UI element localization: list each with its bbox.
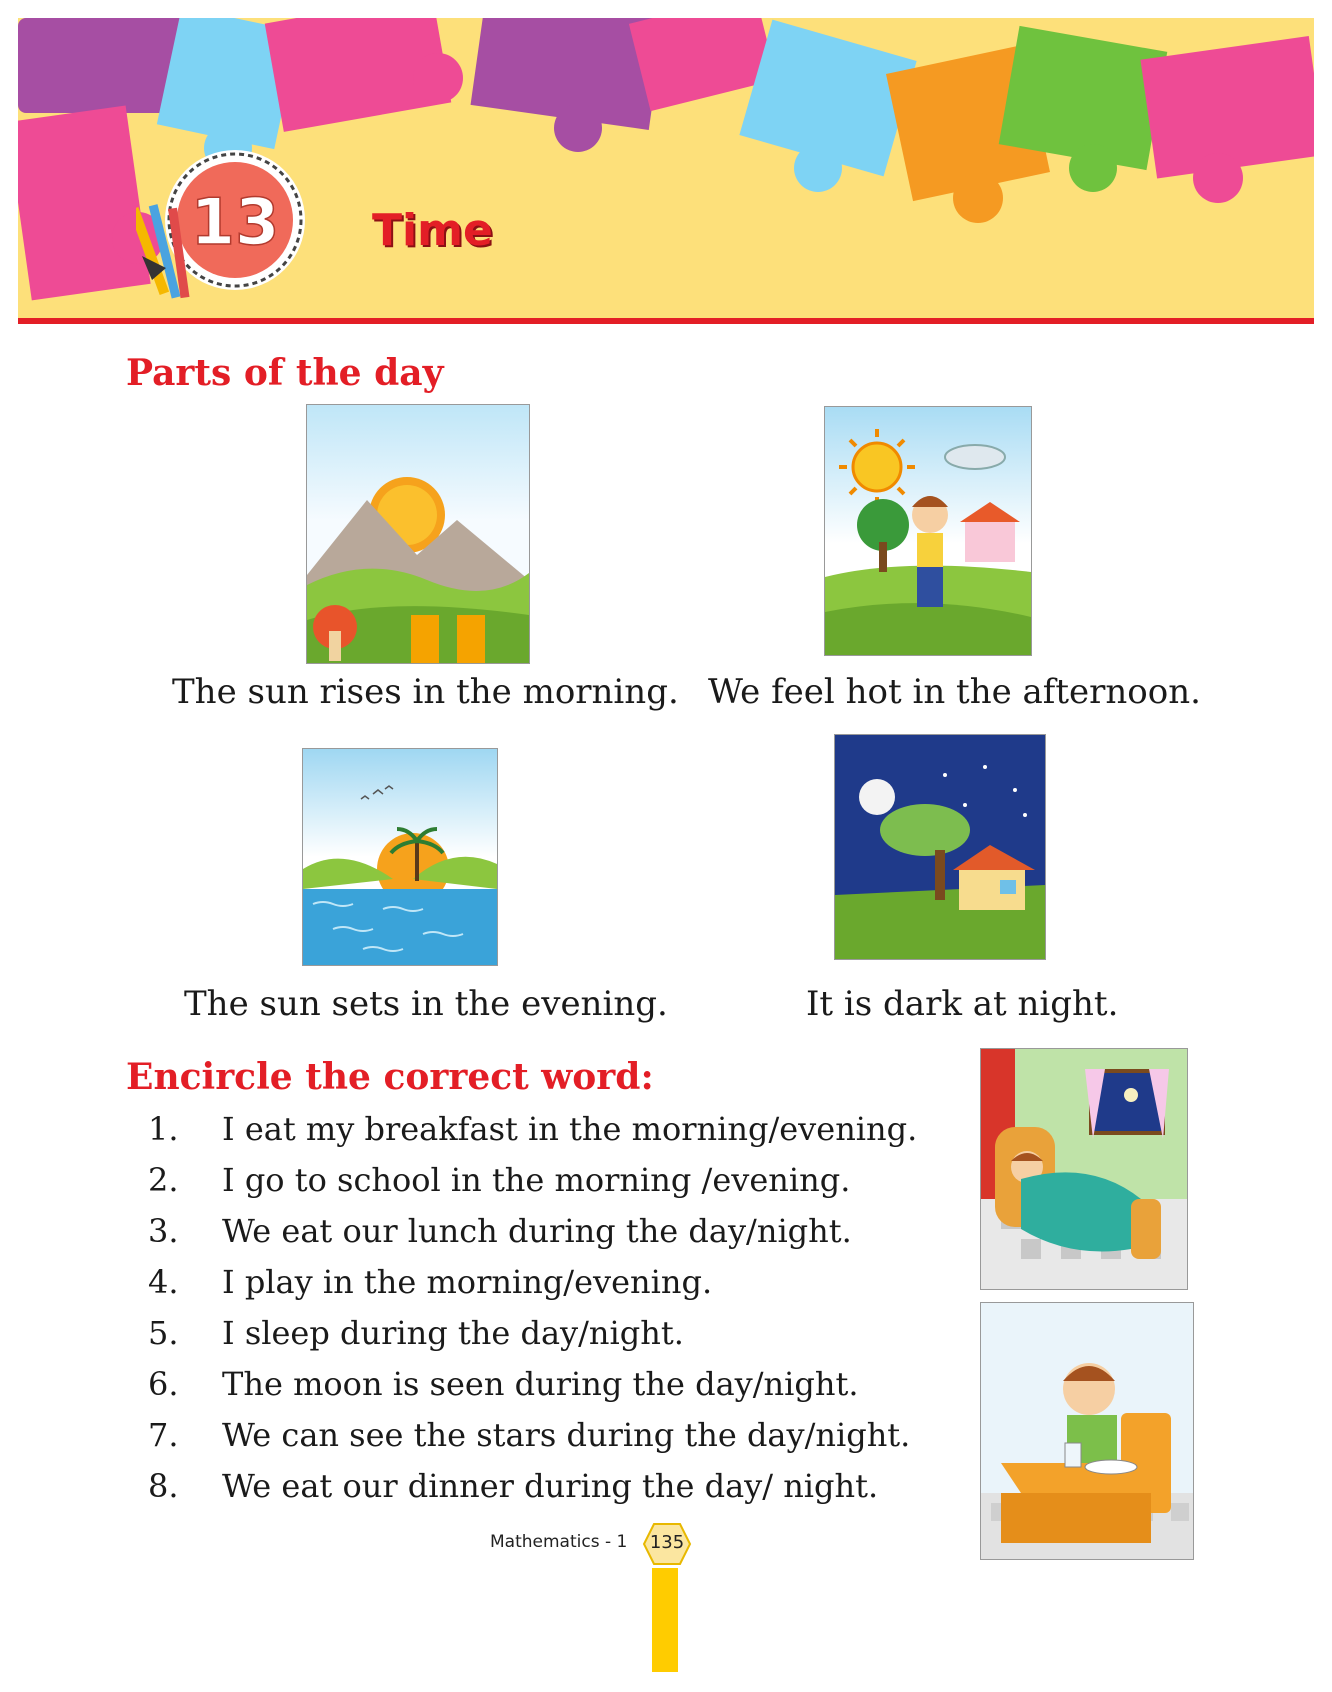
caption-evening: The sun sets in the evening.	[184, 984, 668, 1024]
question-text: I eat my breakfast in the morning/evening.	[222, 1110, 918, 1148]
page-marker-bar	[652, 1568, 678, 1672]
question-text: I go to school in the morning /evening.	[222, 1161, 851, 1199]
morning-picture	[306, 404, 530, 664]
afternoon-picture	[824, 406, 1032, 656]
night-picture	[834, 734, 1046, 960]
question-number: 6.	[148, 1365, 179, 1403]
question-text: We eat our dinner during the day/ night.	[222, 1467, 879, 1505]
caption-night: It is dark at night.	[806, 984, 1119, 1024]
chapter-number: 13	[190, 186, 280, 260]
sleeping-boy-picture	[980, 1048, 1188, 1290]
chapter-title: Time	[372, 205, 493, 256]
question-number: 8.	[148, 1467, 179, 1505]
question-text: I play in the morning/evening.	[222, 1263, 713, 1301]
pencil-ruler-icon	[136, 196, 206, 306]
section-title-encircle: Encircle the correct word:	[126, 1056, 654, 1098]
section-title-parts-of-day: Parts of the day	[126, 352, 444, 394]
caption-morning: The sun rises in the morning.	[172, 672, 679, 712]
question-text: I sleep during the day/night.	[222, 1314, 684, 1352]
evening-picture	[302, 748, 498, 966]
eating-boy-picture	[980, 1302, 1194, 1560]
question-number: 7.	[148, 1416, 179, 1454]
question-number: 2.	[148, 1161, 179, 1199]
question-number: 5.	[148, 1314, 179, 1352]
caption-afternoon: We feel hot in the afternoon.	[708, 672, 1201, 712]
question-number: 1.	[148, 1110, 179, 1148]
question-text: We can see the stars during the day/night.	[222, 1416, 911, 1454]
question-number: 3.	[148, 1212, 179, 1250]
footer-book-title: Mathematics - 1	[490, 1532, 628, 1552]
question-text: We eat our lunch during the day/night.	[222, 1212, 852, 1250]
question-number: 4.	[148, 1263, 179, 1301]
page-number: 135	[649, 1532, 685, 1553]
question-text: The moon is seen during the day/night.	[222, 1365, 859, 1403]
banner-divider	[18, 318, 1314, 324]
